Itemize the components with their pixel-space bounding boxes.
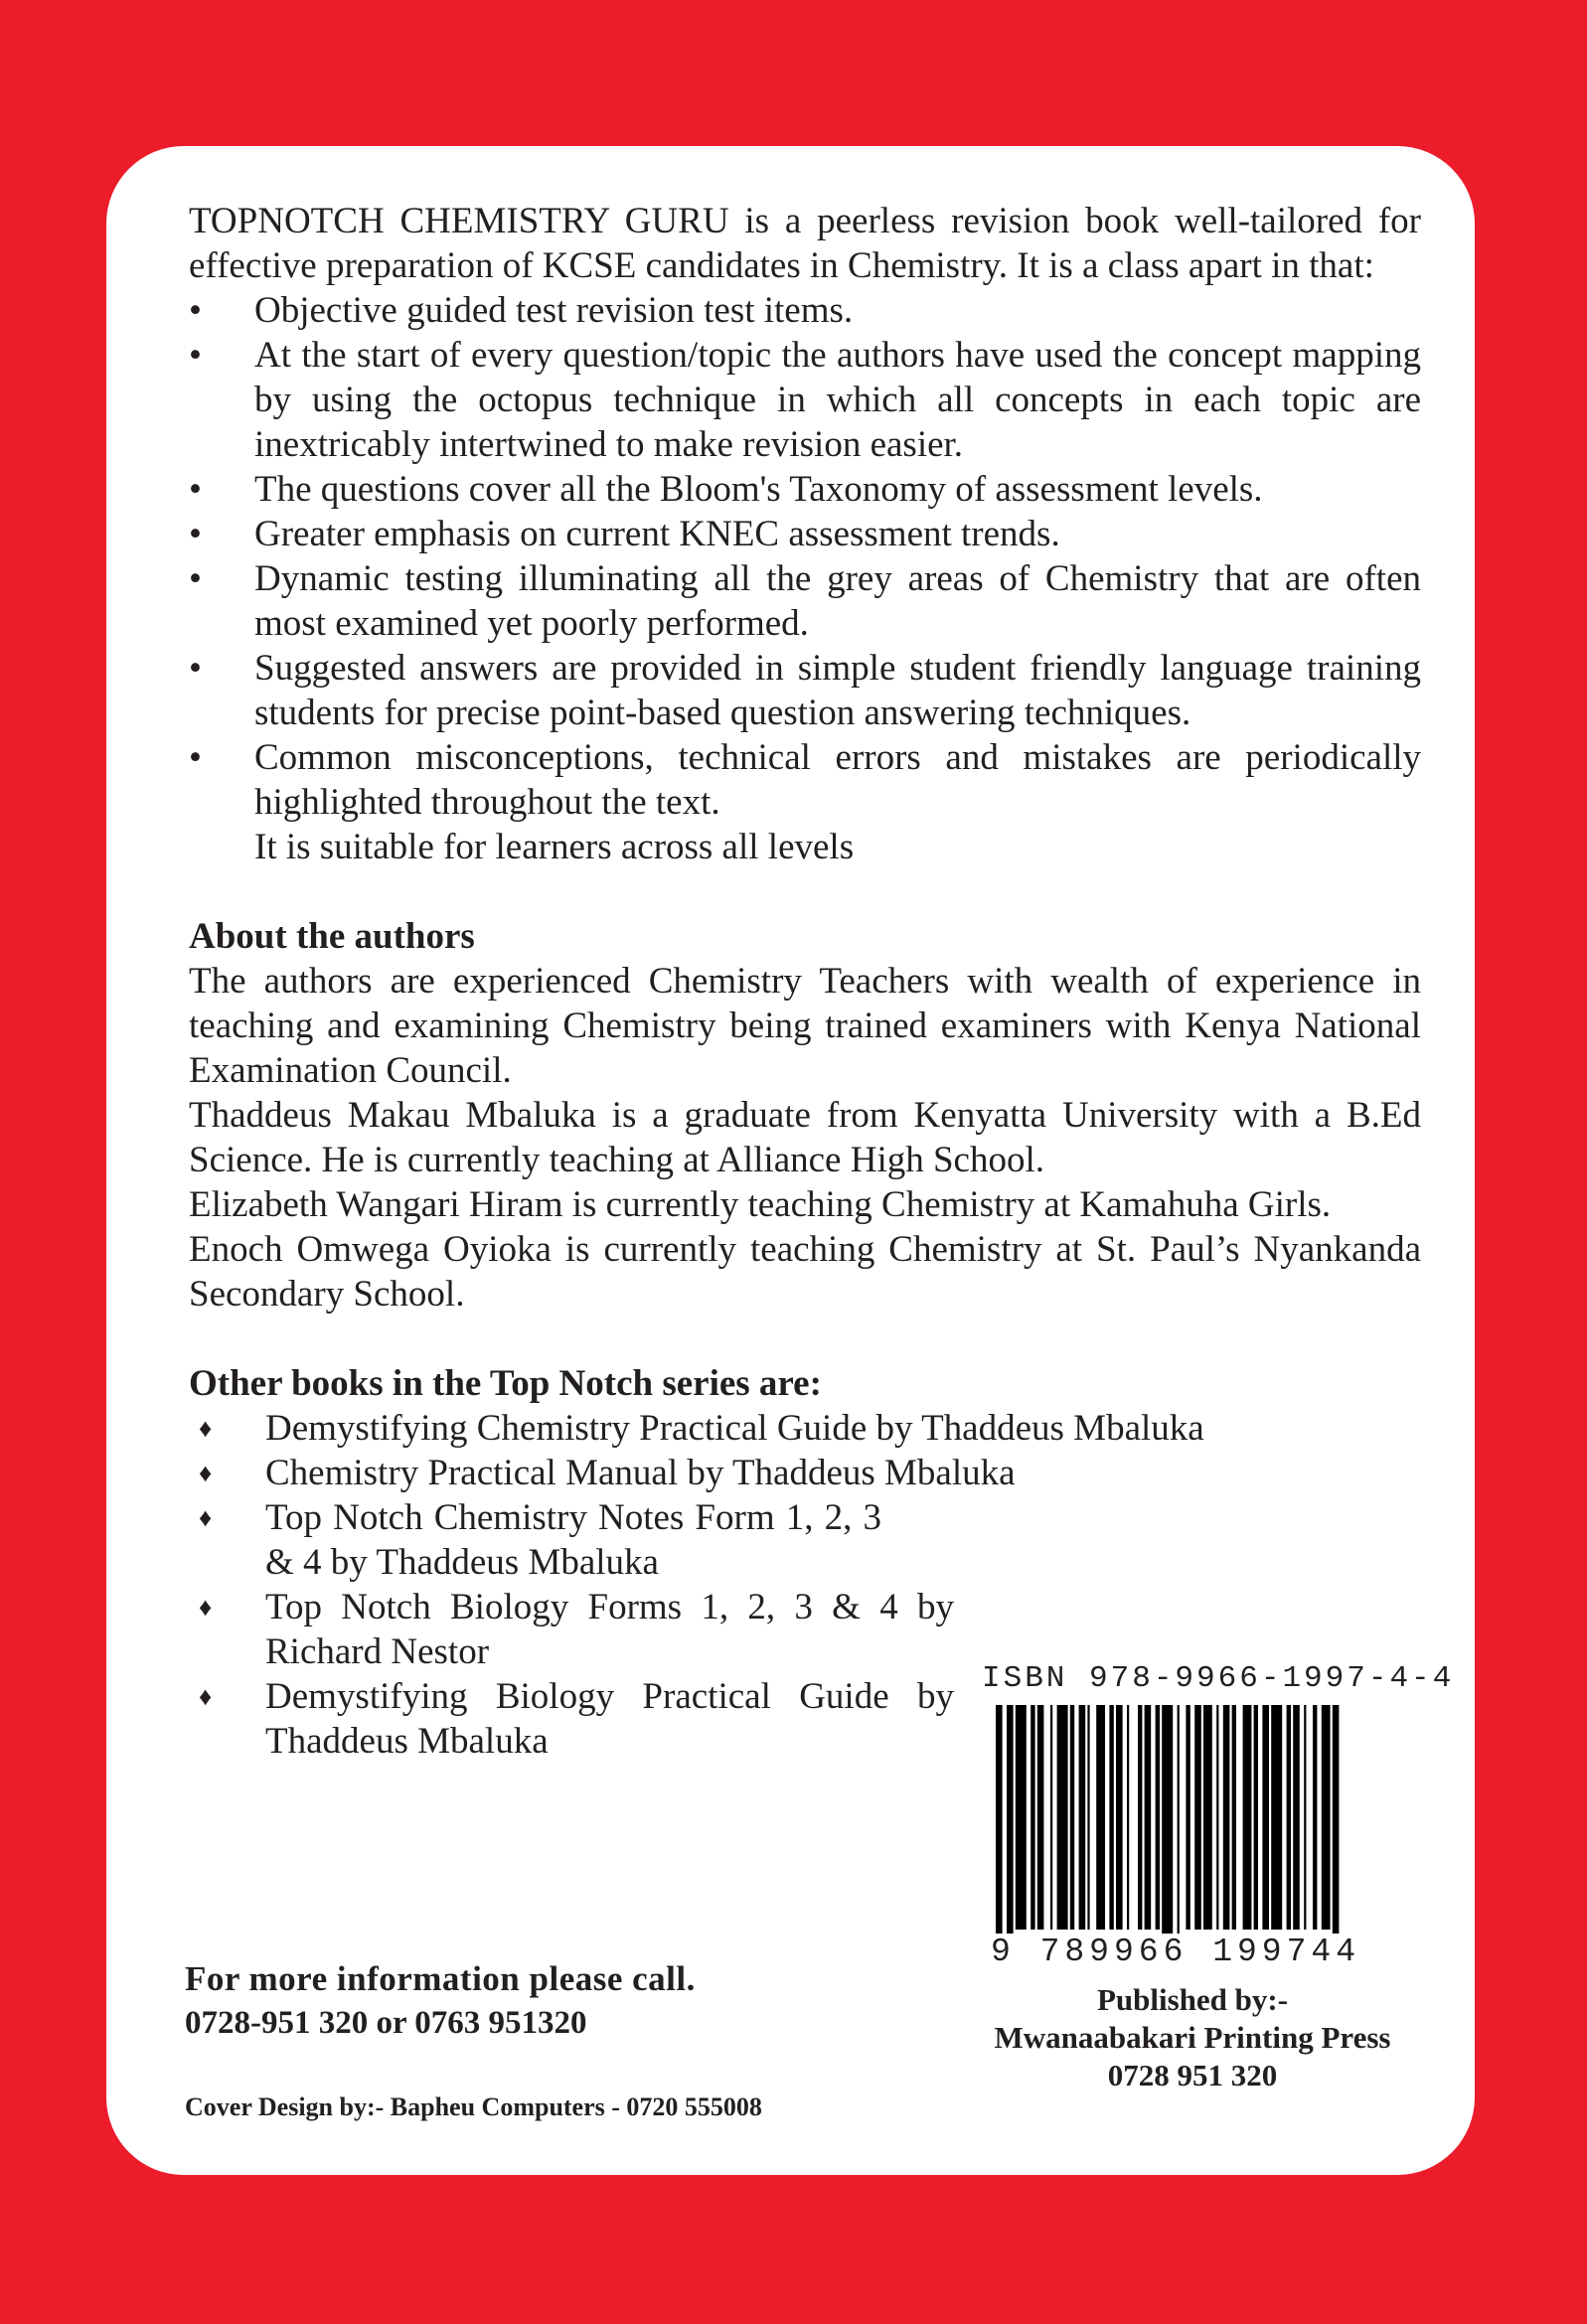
bullet-icon: • bbox=[189, 290, 202, 331]
barcode-bar bbox=[1037, 1705, 1044, 1930]
barcode-bar bbox=[1162, 1705, 1173, 1943]
barcode-bar bbox=[1313, 1705, 1317, 1930]
feature-item bbox=[189, 556, 1421, 646]
barcode-bar bbox=[1178, 1705, 1180, 1943]
barcode-bar bbox=[1079, 1705, 1086, 1930]
feature-item bbox=[189, 467, 1421, 512]
feature-text: At the start of every question/topic the authors have used the concept mapping by using the octopus technique in which all concepts in each topic are inextricably intertwined to make revision easier. bbox=[254, 335, 1421, 465]
barcode-bar bbox=[1031, 1705, 1034, 1930]
feature-text: Common misconceptions, technical errors and mistakes are periodically highlighted throughout the text. bbox=[254, 737, 1421, 823]
barcode-bar bbox=[1203, 1705, 1212, 1930]
book-item bbox=[189, 1495, 881, 1585]
book-title: Demystifying Biology Practical Guide by Thaddeus Mbaluka bbox=[265, 1676, 954, 1762]
bullet-icon: • bbox=[189, 737, 202, 778]
diamond-bullet-icon: ♦ bbox=[199, 1414, 213, 1443]
diamond-bullet-icon: ♦ bbox=[199, 1459, 213, 1487]
barcode-bar bbox=[1096, 1705, 1105, 1930]
publisher-label: Published by:- bbox=[1096, 1982, 1289, 2017]
feature-text: Dynamic testing illuminating all the grey areas of Chemistry that are often most examined yet poorly performed. bbox=[254, 558, 1421, 644]
book-title: Demystifying Chemistry Practical Guide by Thaddeus Mbaluka bbox=[265, 1408, 1204, 1449]
contact-phone: 0728-951 320 or 0763 951320 bbox=[185, 2005, 587, 2041]
feature-item bbox=[189, 646, 1421, 735]
barcode-bar bbox=[1138, 1705, 1142, 1930]
diamond-bullet-icon: ♦ bbox=[199, 1593, 213, 1622]
barcode-bar bbox=[1322, 1705, 1331, 1930]
feature-item bbox=[189, 735, 1421, 825]
suitable-line: It is suitable for learners across all levels bbox=[254, 827, 855, 867]
barcode-bar bbox=[1223, 1705, 1230, 1930]
books-list bbox=[189, 1406, 1204, 1764]
barcode-bar bbox=[1333, 1705, 1340, 1943]
barcode-bar bbox=[1127, 1705, 1129, 1930]
book-item bbox=[189, 1585, 954, 1674]
author-bio: Elizabeth Wangari Hiram is currently teaching Chemistry at Kamahuha Girls. bbox=[189, 1184, 1332, 1225]
contact-info bbox=[185, 1957, 696, 2045]
barcode-bar bbox=[1287, 1705, 1291, 1930]
feature-text: Suggested answers are provided in simple student friendly language training students for precise point-based question answering techniques. bbox=[254, 648, 1421, 733]
barcode-bar bbox=[1243, 1705, 1252, 1930]
feature-list bbox=[189, 288, 1421, 825]
bullet-icon: • bbox=[189, 514, 202, 554]
feature-item bbox=[189, 512, 1421, 556]
publisher-name: Mwanaabakari Printing Press bbox=[994, 2020, 1391, 2055]
barcode-bar bbox=[1109, 1705, 1113, 1930]
author-bio: Enoch Omwega Oyioka is currently teaching Chemistry at St. Paul’s Nyankanda Secondary School. bbox=[189, 1229, 1421, 1315]
barcode-bar bbox=[1304, 1705, 1306, 1930]
about-paragraph: The authors are experienced Chemistry Teachers with wealth of experience in teaching and examining Chemistry being trained examiners with Kenya National Examination Council. bbox=[189, 961, 1421, 1091]
feature-item bbox=[189, 288, 1421, 333]
publisher-info bbox=[934, 1981, 1451, 2094]
book-item bbox=[189, 1674, 954, 1764]
feature-text: Objective guided test revision test items. bbox=[254, 290, 854, 331]
barcode-bar bbox=[1016, 1705, 1027, 1930]
barcode-bar bbox=[1007, 1705, 1014, 1943]
isbn-label: ISBN 978-9966-1997-4-4 bbox=[982, 1661, 1455, 1696]
other-books-heading: Other books in the Top Notch series are: bbox=[189, 1363, 822, 1404]
barcode-bar bbox=[1293, 1705, 1300, 1930]
diamond-bullet-icon: ♦ bbox=[199, 1503, 213, 1532]
intro-paragraph: TOPNOTCH CHEMISTRY GURU is a peerless revision book well-tailored for effective preparation of KCSE candidates in Chemistry. It is a class apart in that: bbox=[189, 201, 1421, 286]
barcode-bar bbox=[1050, 1705, 1052, 1930]
feature-item bbox=[189, 333, 1421, 467]
barcode-bar bbox=[1156, 1705, 1160, 1930]
bullet-icon: • bbox=[189, 648, 202, 689]
cover-design-credit: Cover Design by:- Bapheu Computers - 0720 555008 bbox=[185, 2092, 762, 2121]
barcode-bar bbox=[1116, 1705, 1123, 1930]
barcode-bar bbox=[1087, 1705, 1089, 1930]
barcode-bar bbox=[996, 1705, 1003, 1943]
contact-heading: For more information please call. bbox=[185, 1959, 696, 1998]
barcode-bar bbox=[1262, 1705, 1269, 1930]
book-title: Top Notch Chemistry Notes Form 1, 2, 3 & 4 by Thaddeus Mbaluka bbox=[265, 1497, 881, 1583]
main-text bbox=[189, 199, 1421, 1764]
barcode-bar bbox=[1216, 1705, 1218, 1930]
barcode-digits: 9 789966 199744 bbox=[982, 1934, 1369, 1970]
book-item bbox=[189, 1406, 1421, 1451]
bullet-icon: • bbox=[189, 558, 202, 599]
book-title: Chemistry Practical Manual by Thaddeus Mbaluka bbox=[265, 1453, 1016, 1493]
barcode-bar bbox=[1145, 1705, 1152, 1930]
feature-text: Greater emphasis on current KNEC assessment trends. bbox=[254, 514, 1060, 554]
publisher-phone: 0728 951 320 bbox=[1107, 2058, 1278, 2092]
diamond-bullet-icon: ♦ bbox=[199, 1682, 213, 1711]
barcode-bar bbox=[1186, 1705, 1190, 1930]
barcode-bar bbox=[1070, 1705, 1074, 1930]
barcode-icon bbox=[996, 1705, 1363, 1943]
bullet-icon: • bbox=[189, 335, 202, 376]
barcode-bar bbox=[1232, 1705, 1236, 1930]
barcode-bar bbox=[1271, 1705, 1282, 1930]
bullet-icon: • bbox=[189, 469, 202, 510]
feature-text: The questions cover all the Bloom's Taxonomy of assessment levels. bbox=[254, 469, 1263, 510]
author-bio: Thaddeus Makau Mbaluka is a graduate from Kenyatta University with a B.Ed Science. He is currently teaching at Alliance High School. bbox=[189, 1095, 1421, 1180]
book-title: Top Notch Biology Forms 1, 2, 3 & 4 by Richard Nestor bbox=[265, 1587, 954, 1672]
barcode-bar bbox=[1254, 1705, 1258, 1930]
about-heading: About the authors bbox=[189, 916, 475, 957]
barcode-bar bbox=[1194, 1705, 1201, 1930]
barcode-bar bbox=[1057, 1705, 1068, 1930]
book-item bbox=[189, 1451, 1421, 1495]
